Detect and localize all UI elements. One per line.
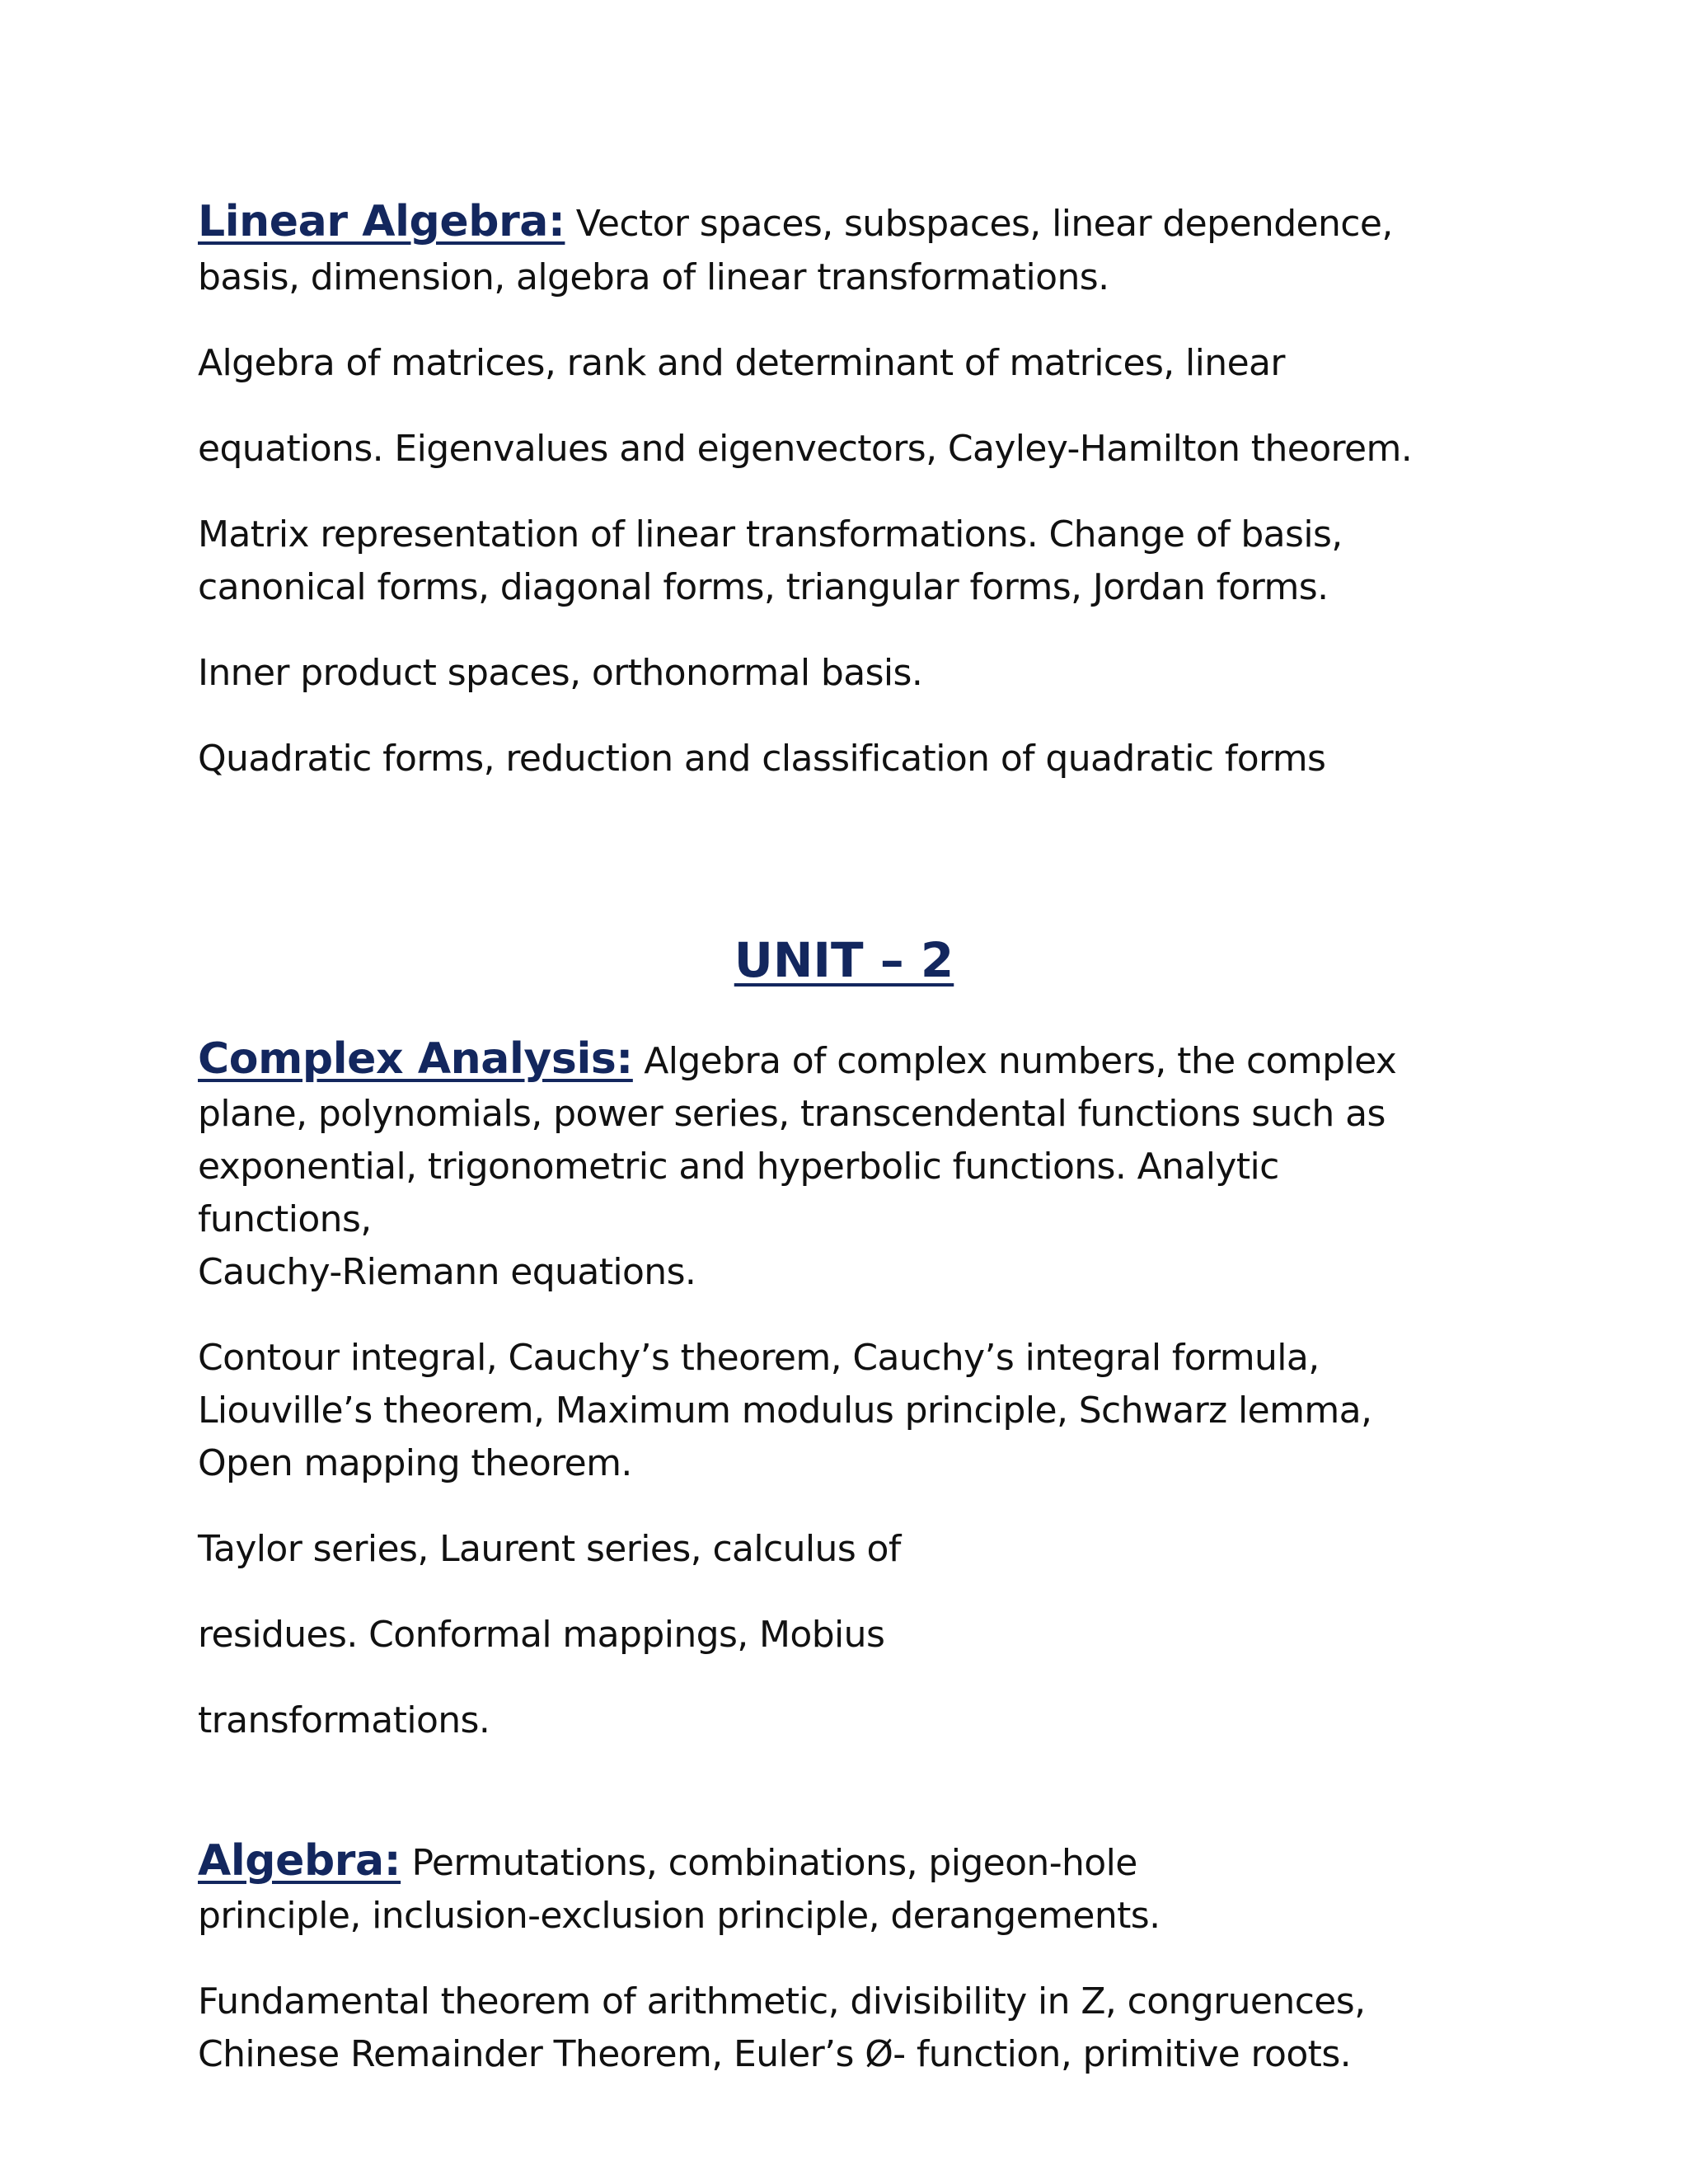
algebra-line-2: principle, inclusion-exclusion principle, derangements. [198,1895,1160,1937]
algebra-line-1 [198,1835,1137,1890]
complex-analysis-line-4: functions, [198,1198,372,1240]
complex-analysis-text-1: Algebra of complex numbers, the complex [632,1040,1397,1082]
complex-analysis-line-9: Taylor series, Laurent series, calculus of [198,1528,901,1570]
linear-algebra-line-5: Matrix representation of linear transformations. Change of basis, [198,513,1343,555]
complex-analysis-heading: Complex Analysis: [198,1034,633,1084]
complex-analysis-line-2: plane, polynomials, power series, transcendental functions such as [198,1093,1386,1135]
linear-algebra-line-1 [198,195,1393,251]
algebra-line-3: Fundamental theorem of arithmetic, divisibility in Z, congruences, [198,1980,1366,2022]
linear-algebra-line-7: Inner product spaces, orthonormal basis. [198,652,923,694]
complex-analysis-line-7: Liouville’s theorem, Maximum modulus principle, Schwarz lemma, [198,1390,1372,1432]
linear-algebra-line-8: Quadratic forms, reduction and classification of quadratic forms [198,738,1326,780]
complex-analysis-line-11: transformations. [198,1699,490,1741]
complex-analysis-line-5: Cauchy-Riemann equations. [198,1251,696,1293]
complex-analysis-line-1 [198,1033,1396,1088]
complex-analysis-line-10: residues. Conformal mappings, Mobius [198,1614,885,1656]
algebra-text-1: Permutations, combinations, pigeon-hole [401,1842,1137,1884]
algebra-heading: Algebra: [198,1836,401,1886]
complex-analysis-line-6: Contour integral, Cauchy’s theorem, Cauchy’s integral formula, [198,1337,1320,1379]
linear-algebra-line-4: equations. Eigenvalues and eigenvectors, Cayley-Hamilton theorem. [198,428,1413,470]
algebra-line-4: Chinese Remainder Theorem, Euler’s Ø- function, primitive roots. [198,2033,1352,2075]
linear-algebra-text-1: Vector spaces, subspaces, linear dependence, [565,203,1393,245]
linear-algebra-line-3: Algebra of matrices, rank and determinant of matrices, linear [198,342,1285,384]
complex-analysis-line-3: exponential, trigonometric and hyperbolic functions. Analytic [198,1146,1279,1188]
complex-analysis-line-8: Open mapping theorem. [198,1442,632,1484]
linear-algebra-line-2: basis, dimension, algebra of linear transformations. [198,256,1109,298]
linear-algebra-heading: Linear Algebra: [198,197,565,246]
unit-2-heading: UNIT – 2 [734,932,954,988]
linear-algebra-line-6: canonical forms, diagonal forms, triangular forms, Jordan forms. [198,566,1329,608]
